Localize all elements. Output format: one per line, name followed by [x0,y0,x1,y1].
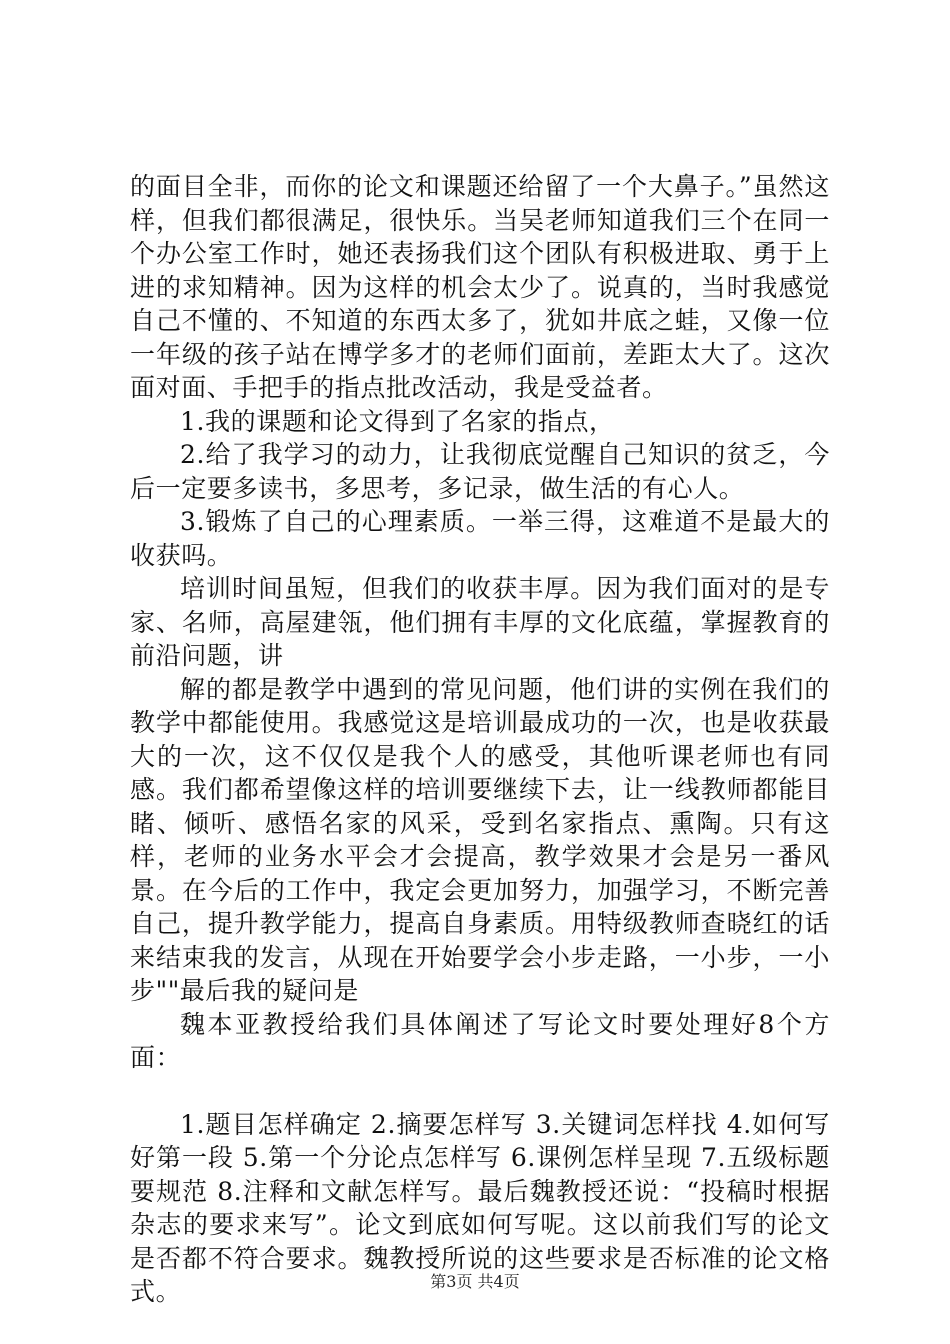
paragraph-training: 培训时间虽短，但我们的收获丰厚。因为我们面对的是专家、名师，高屋建瓴，他们拥有丰厚的文化底蕴，掌握教育的前沿问题，讲 [130,574,830,670]
paragraph-aspects-list: 1.题目怎样确定 2.摘要怎样写 3.关键词怎样找 4.如何写好第一段 5.第一个分论点怎样写 6.课例怎样呈现 7.五级标题要规范 8.注释和文献怎样写。最后魏教授还说：“投稿时根据杂志的要求来写”。论文到底如何写呢。这以前我们写的论文是否都不符合要求。魏教授所说的这些要求是否标准的论文格式。 [130,1109,830,1306]
paragraph-spacer [130,1075,830,1108]
paragraph-continuation: 的面目全非，而你的论文和课题还给留了一个大鼻子。”虽然这样，但我们都很满足，很快乐。当吴老师知道我们三个在同一个办公室工作时，她还表扬我们这个团队有积极进取、勇于上进的求知精神。因为这样的机会太少了。说真的，当时我感觉自己不懂的、不知道的东西太多了，犹如井底之蛙，又像一位一年级的孩子站在博学多才的老师们面前，差距太大了。这次面对面、手把手的指点批改活动，我是受益者。 [130,172,830,402]
page-footer: 第3页 共4页 [430,1272,520,1291]
list-item-1: 1.我的课题和论文得到了名家的指点， [180,406,615,436]
list-item-3: 3.锻炼了自己的心理素质。一举三得，这难道不是最大的收获吗。 [130,507,830,570]
paragraph-eight-aspects: 魏本亚教授给我们具体阐述了写论文时要处理好8个方面： [130,1009,830,1072]
document-body [130,170,830,1309]
paragraph-explanation: 解的都是教学中遇到的常见问题，他们讲的实例在我们的教学中都能使用。我感觉这是培训最成功的一次，也是收获最大的一次，这不仅仅是我个人的感受，其他听课老师也有同感。我们都希望像这样的培训要继续下去，让一线教师都能目睹、倾听、感悟名家的风采，受到名家指点、熏陶。只有这样，老师的业务水平会才会提高，教学效果才会是另一番风景。在今后的工作中，我定会更加努力，加强学习，不断完善自己，提升教学能力，提高自身素质。用特级教师查晓红的话来结束我的发言，从现在开始要学会小步走路，一小步，一小步""最后我的疑问是 [130,674,830,1005]
list-item-2: 2.给了我学习的动力，让我彻底觉醒自己知识的贫乏，今后一定要多读书，多思考，多记录，做生活的有心人。 [130,440,830,503]
